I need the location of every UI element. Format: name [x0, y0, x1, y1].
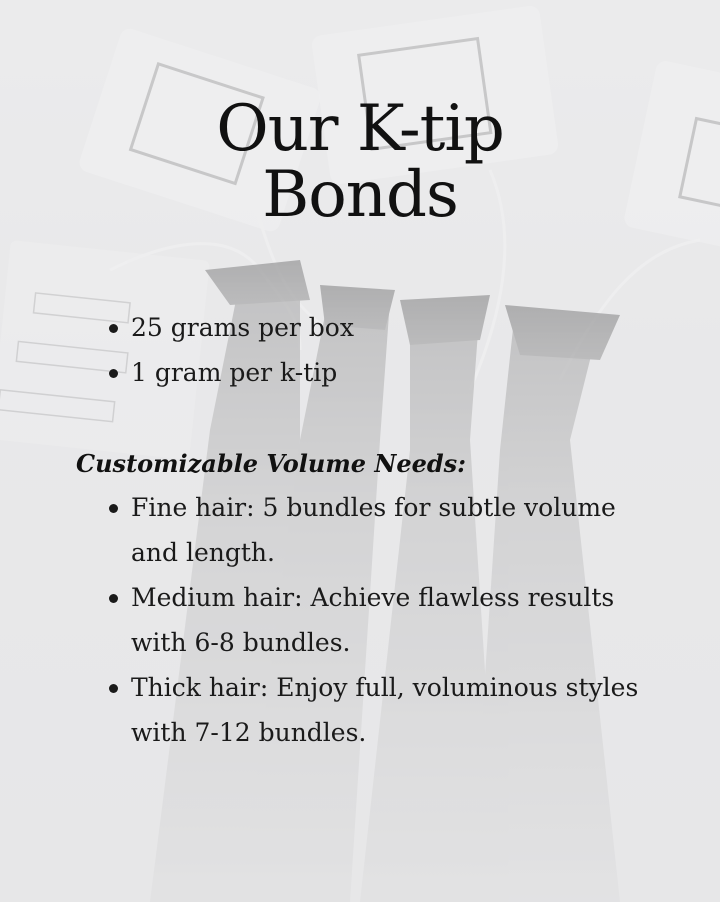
product-facts-list [107, 305, 627, 395]
title-line-1: Our K-tip [216, 92, 504, 166]
page-title [0, 92, 720, 232]
volume-heading: Customizable Volume Needs: [76, 449, 467, 478]
fact-item: 1 gram per k-tip [107, 350, 627, 395]
fact-item: 25 grams per box [107, 305, 627, 350]
title-line-2: Bonds [262, 158, 458, 232]
volume-item-medium: Medium hair: Achieve flawless results with 6-8 bundles. [107, 575, 667, 665]
volume-item-thick: Thick hair: Enjoy full, voluminous styles with 7-12 bundles. [107, 665, 667, 755]
volume-item-fine: Fine hair: 5 bundles for subtle volume and length. [107, 485, 667, 575]
volume-list [107, 485, 667, 755]
